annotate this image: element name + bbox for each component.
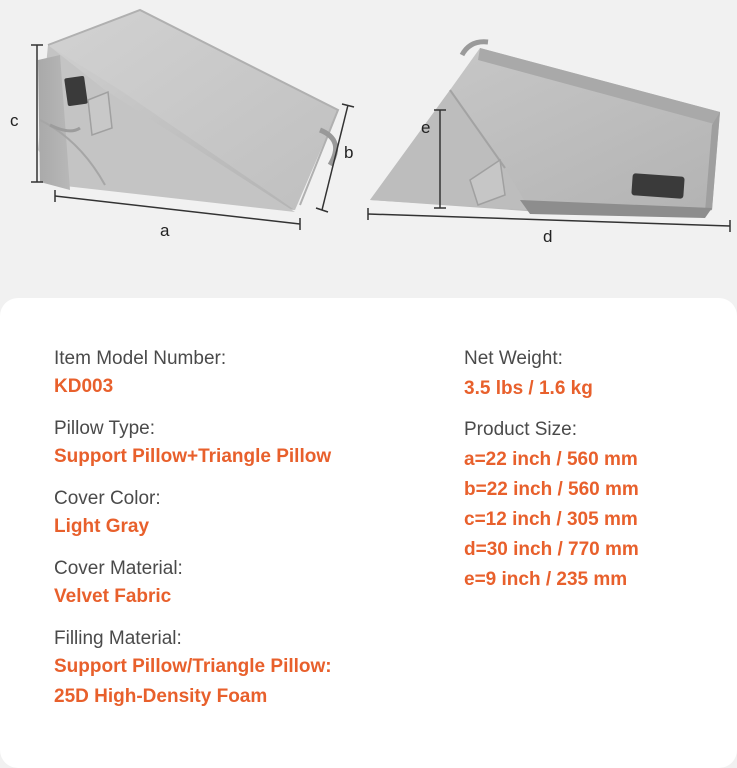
cover-material-value: Velvet Fabric <box>54 586 172 607</box>
dimension-label-c: c <box>10 111 19 130</box>
product-size-dimension-c: c=12 inch / 305 mm <box>464 509 638 530</box>
dimension-label-b: b <box>344 143 354 162</box>
item-model-number-label: Item Model Number: <box>54 348 227 369</box>
pillow-type-label: Pillow Type: <box>54 418 156 439</box>
cover-color-label: Cover Color: <box>54 488 161 509</box>
dimension-label-d: d <box>543 227 553 246</box>
product-size-dimension-b: b=22 inch / 560 mm <box>464 479 639 500</box>
dimension-label-a: a <box>160 221 170 240</box>
dimension-label-e: e <box>421 118 431 137</box>
spec-card <box>0 298 737 768</box>
filling-material-label: Filling Material: <box>54 628 182 649</box>
product-size-label: Product Size: <box>464 419 577 440</box>
product-illustration <box>0 0 737 300</box>
product-size-dimension-d: d=30 inch / 770 mm <box>464 539 639 560</box>
item-model-number-value: KD003 <box>54 376 114 397</box>
product-size-dimension-e: e=9 inch / 235 mm <box>464 569 628 590</box>
cover-material-label: Cover Material: <box>54 558 183 579</box>
filling-material-value: Support Pillow/Triangle Pillow: <box>54 656 332 677</box>
net-weight-value: 3.5 lbs / 1.6 kg <box>464 378 593 399</box>
support-pillow-image <box>38 10 338 212</box>
product-size-dimension-a: a=22 inch / 560 mm <box>464 449 638 470</box>
filling-material-value-line2: 25D High-Density Foam <box>54 686 268 707</box>
net-weight-label: Net Weight: <box>464 348 563 369</box>
cover-color-value: Light Gray <box>54 516 150 537</box>
pillow-type-value: Support Pillow+Triangle Pillow <box>54 446 332 467</box>
